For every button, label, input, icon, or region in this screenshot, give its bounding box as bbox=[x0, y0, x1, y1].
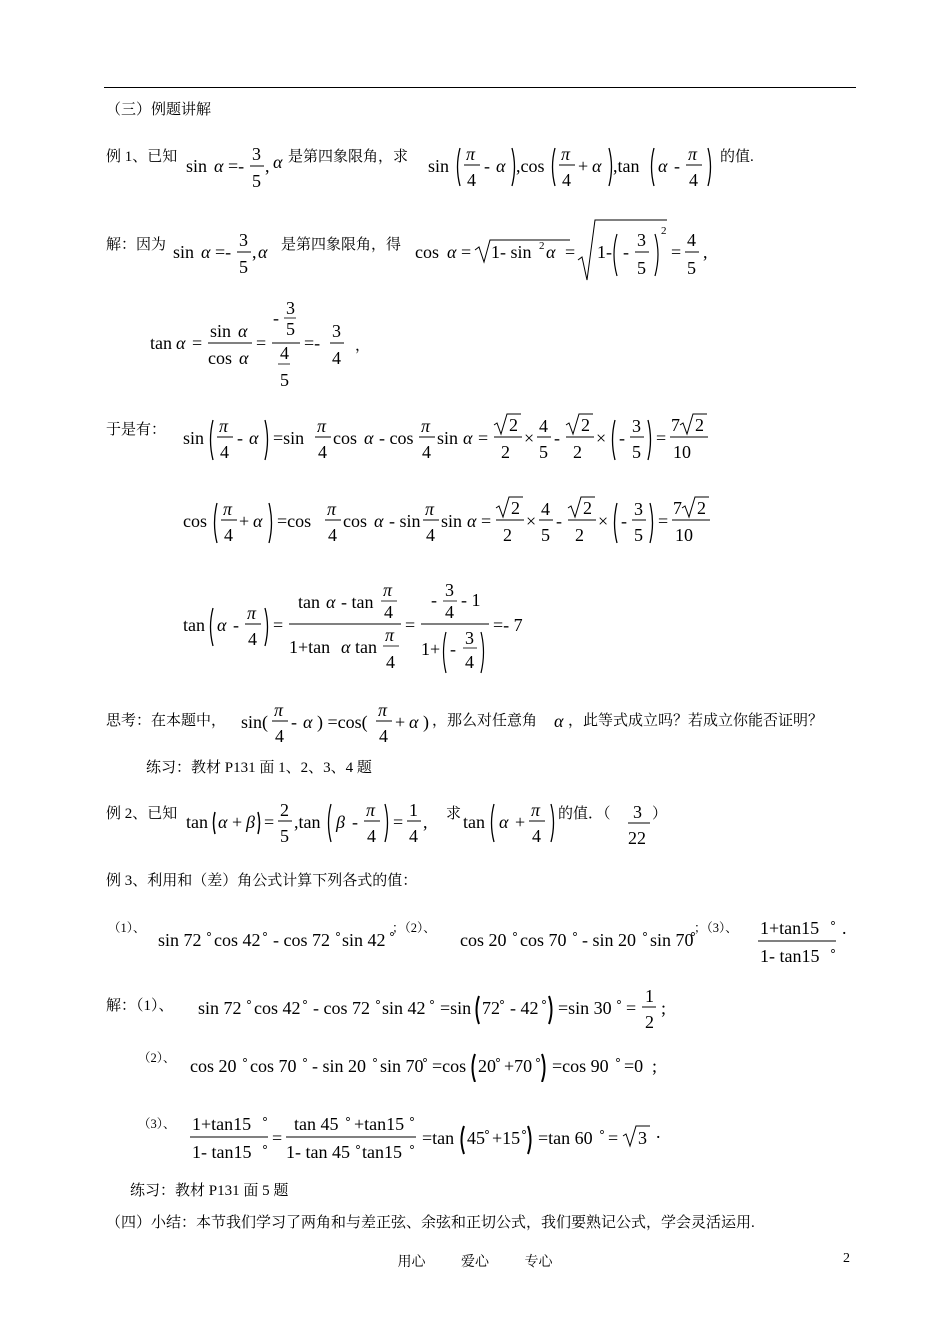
svg-text:4: 4 bbox=[280, 343, 289, 363]
svg-text:+: + bbox=[395, 712, 406, 732]
svg-text:;: ; bbox=[661, 998, 667, 1018]
svg-text:4: 4 bbox=[562, 170, 571, 190]
svg-text:=: = bbox=[608, 1128, 619, 1148]
ex3-part3-label: ；（3）、 bbox=[694, 921, 738, 935]
sin-expansion bbox=[183, 408, 713, 471]
svg-text:2: 2 bbox=[645, 1012, 654, 1032]
svg-text:α: α bbox=[658, 156, 668, 176]
svg-text:2: 2 bbox=[695, 415, 704, 435]
sol1-mid-text: 是第四象限角，得 bbox=[281, 237, 402, 253]
footer bbox=[0, 1251, 950, 1271]
svg-text:4: 4 bbox=[248, 629, 257, 649]
svg-text:=-: =- bbox=[228, 156, 245, 176]
think-alpha: α bbox=[554, 711, 564, 731]
svg-text:sin 72: sin 72 bbox=[158, 930, 202, 950]
svg-text:3: 3 bbox=[637, 230, 646, 250]
svg-text:,: , bbox=[423, 812, 428, 832]
svg-text:-: - bbox=[233, 615, 239, 635]
sol1-tan-formula bbox=[150, 298, 370, 397]
svg-text:α: α bbox=[258, 242, 268, 262]
svg-text:10: 10 bbox=[675, 525, 693, 545]
svg-text:- sin: - sin bbox=[389, 511, 421, 531]
svg-text:,tan: ,tan bbox=[294, 812, 321, 832]
svg-text:2: 2 bbox=[575, 525, 584, 545]
think-end: ，此等式成立吗？若成立你能否证明？ bbox=[568, 713, 824, 729]
svg-text:=: = bbox=[461, 242, 472, 262]
svg-text:4: 4 bbox=[379, 726, 388, 746]
svg-text:×: × bbox=[598, 511, 609, 531]
svg-text:=: = bbox=[481, 511, 492, 531]
svg-text:5: 5 bbox=[239, 257, 248, 277]
svg-text:=: = bbox=[565, 242, 576, 262]
svg-text:cos: cos bbox=[208, 348, 232, 368]
think-prefix: 思考：在本题中， bbox=[106, 713, 227, 729]
sol3-part2-label: （2）、 bbox=[138, 1051, 176, 1065]
svg-text:.: . bbox=[656, 1122, 661, 1142]
svg-text:=sin: =sin bbox=[273, 428, 305, 448]
think-suffix: ，那么对任意角 bbox=[432, 713, 538, 729]
sol1-comma: ， bbox=[355, 338, 371, 354]
svg-text:5: 5 bbox=[280, 370, 289, 390]
svg-text:α: α bbox=[176, 333, 186, 353]
svg-text:=: = bbox=[273, 615, 284, 635]
svg-text:=: = bbox=[671, 242, 682, 262]
svg-text:4: 4 bbox=[220, 442, 229, 462]
svg-text:3: 3 bbox=[239, 230, 248, 250]
svg-text:=: = bbox=[393, 812, 404, 832]
svg-text:tan15: tan15 bbox=[362, 1142, 402, 1162]
svg-text:- sin 20: - sin 20 bbox=[582, 930, 636, 950]
svg-text:=: = bbox=[405, 615, 416, 635]
svg-text:- 1: - 1 bbox=[461, 590, 481, 610]
tan-expansion bbox=[183, 580, 543, 681]
footer-a: 用心 bbox=[397, 1255, 426, 1270]
ex2-target bbox=[463, 794, 559, 851]
svg-text:4: 4 bbox=[422, 442, 431, 462]
svg-text:4: 4 bbox=[328, 525, 337, 545]
example3-label: 例 3、利用和（差）角公式计算下列各式的值： bbox=[106, 873, 418, 889]
svg-text:3: 3 bbox=[633, 802, 642, 822]
svg-text:π: π bbox=[366, 800, 376, 820]
summary: （四）小结：本节我们学习了两角和与差正弦、余弦和正切公式，我们要熟记公式，学会灵活运用. bbox=[106, 1215, 755, 1231]
svg-text:2: 2 bbox=[511, 498, 520, 518]
svg-text:α: α bbox=[341, 637, 351, 657]
svg-text:sin: sin bbox=[173, 242, 195, 262]
svg-text:π: π bbox=[561, 144, 571, 164]
svg-text:2: 2 bbox=[509, 415, 518, 435]
svg-text:1- tan15: 1- tan15 bbox=[760, 946, 820, 966]
svg-text:+: + bbox=[515, 812, 526, 832]
svg-text:3: 3 bbox=[332, 321, 341, 341]
svg-text:): ) bbox=[423, 712, 429, 732]
svg-text:=: = bbox=[658, 511, 669, 531]
svg-text:22: 22 bbox=[628, 828, 646, 847]
sol3-line1 bbox=[198, 986, 678, 1037]
svg-text:α: α bbox=[447, 242, 457, 262]
svg-text:cos 20: cos 20 bbox=[460, 930, 507, 950]
svg-text:π: π bbox=[383, 580, 393, 600]
ex1-tail: 的值. bbox=[720, 149, 754, 165]
svg-text:4: 4 bbox=[467, 170, 476, 190]
svg-text:4: 4 bbox=[426, 525, 435, 545]
svg-text:5: 5 bbox=[280, 826, 289, 846]
svg-text:α: α bbox=[496, 156, 506, 176]
svg-text:,: , bbox=[252, 242, 257, 262]
svg-text:20: 20 bbox=[478, 1056, 496, 1076]
svg-text:-: - bbox=[450, 639, 456, 659]
svg-text:4: 4 bbox=[224, 525, 233, 545]
svg-text:4: 4 bbox=[465, 652, 474, 672]
svg-text:sin 70: sin 70 bbox=[380, 1056, 424, 1076]
sol3-line2 bbox=[190, 1050, 670, 1085]
svg-text:=: = bbox=[478, 428, 489, 448]
svg-text:sin: sin bbox=[441, 511, 463, 531]
svg-text:π: π bbox=[327, 499, 337, 519]
svg-text:sin 72: sin 72 bbox=[198, 998, 242, 1018]
svg-text:-: - bbox=[352, 812, 358, 832]
svg-text:+: + bbox=[239, 511, 250, 531]
svg-text:,: , bbox=[265, 156, 270, 176]
svg-text:cos 20: cos 20 bbox=[190, 1056, 237, 1076]
svg-text:-: - bbox=[619, 428, 625, 448]
svg-text:π: π bbox=[688, 144, 698, 164]
ex2-ask: 求 bbox=[446, 806, 462, 822]
header-rule bbox=[104, 87, 856, 88]
svg-text:=: = bbox=[272, 1128, 283, 1148]
svg-text:2: 2 bbox=[583, 498, 592, 518]
svg-text:-: - bbox=[484, 156, 490, 176]
example2-label: 例 2、已知 bbox=[106, 806, 178, 822]
svg-text:- cos 72: - cos 72 bbox=[273, 930, 330, 950]
page-number: 2 bbox=[843, 1251, 850, 1266]
svg-text:π: π bbox=[219, 416, 229, 436]
svg-text:4: 4 bbox=[409, 826, 418, 846]
svg-text:- tan: - tan bbox=[341, 592, 374, 612]
svg-text:cos 42: cos 42 bbox=[254, 998, 301, 1018]
solution3-label: 解：（1）、 bbox=[106, 998, 174, 1014]
alpha-symbol: α bbox=[273, 152, 283, 172]
svg-text:π: π bbox=[531, 800, 541, 820]
svg-text:7: 7 bbox=[671, 415, 680, 435]
svg-text:3: 3 bbox=[632, 416, 641, 436]
svg-text:α: α bbox=[592, 156, 602, 176]
svg-text:α: α bbox=[249, 428, 259, 448]
ex1-target-formulas bbox=[428, 140, 718, 195]
svg-text:π: π bbox=[317, 416, 327, 436]
ex3-part2-label: ；（2）、 bbox=[392, 921, 436, 935]
svg-text:+15: +15 bbox=[492, 1128, 521, 1148]
svg-text:α: α bbox=[201, 242, 211, 262]
svg-text:sin: sin bbox=[186, 156, 208, 176]
svg-text:π: π bbox=[425, 499, 435, 519]
svg-text:tan: tan bbox=[298, 592, 320, 612]
svg-text:×: × bbox=[596, 428, 607, 448]
svg-text:sin 42: sin 42 bbox=[382, 998, 426, 1018]
svg-text:4: 4 bbox=[539, 416, 548, 436]
svg-text:10: 10 bbox=[673, 442, 691, 462]
svg-text:4: 4 bbox=[386, 652, 395, 672]
svg-text:=tan: =tan bbox=[422, 1128, 455, 1148]
svg-text:cos: cos bbox=[333, 428, 357, 448]
thus-label: 于是有： bbox=[106, 422, 167, 438]
svg-text:cos: cos bbox=[343, 511, 367, 531]
svg-text:5: 5 bbox=[687, 258, 696, 278]
svg-text:5: 5 bbox=[632, 442, 641, 462]
svg-text:π: π bbox=[421, 416, 431, 436]
svg-text:tan: tan bbox=[463, 812, 485, 832]
svg-text:-: - bbox=[556, 511, 562, 531]
svg-text:=: = bbox=[656, 428, 667, 448]
solution1-label: 解：因为 bbox=[106, 237, 167, 253]
sol1-given bbox=[173, 229, 283, 280]
ex3-part1-label: （1）、 bbox=[108, 921, 146, 935]
svg-text:×: × bbox=[526, 511, 537, 531]
svg-text:π: π bbox=[274, 700, 284, 720]
footer-c: 专心 bbox=[524, 1255, 553, 1270]
svg-text:sin: sin bbox=[437, 428, 459, 448]
svg-text:1-: 1- bbox=[597, 242, 612, 262]
svg-text:tan 45: tan 45 bbox=[294, 1114, 339, 1134]
svg-text:,cos: ,cos bbox=[516, 156, 545, 176]
svg-text:- cos 72: - cos 72 bbox=[313, 998, 370, 1018]
svg-text:7: 7 bbox=[673, 498, 682, 518]
svg-text:2: 2 bbox=[503, 525, 512, 545]
svg-text:α: α bbox=[214, 156, 224, 176]
svg-text:=sin 30: =sin 30 bbox=[558, 998, 612, 1018]
svg-text:π: π bbox=[223, 499, 233, 519]
svg-text:sin 42: sin 42 bbox=[342, 930, 386, 950]
svg-text:π: π bbox=[466, 144, 476, 164]
svg-text:α: α bbox=[499, 812, 509, 832]
svg-text:α: α bbox=[364, 428, 374, 448]
svg-text:α: α bbox=[218, 812, 228, 832]
svg-text:- sin 20: - sin 20 bbox=[312, 1056, 366, 1076]
svg-text:tan: tan bbox=[150, 333, 172, 353]
svg-text:;: ; bbox=[652, 1056, 658, 1076]
svg-text:45: 45 bbox=[467, 1128, 485, 1148]
svg-text:tan: tan bbox=[183, 615, 205, 635]
svg-text:-: - bbox=[554, 428, 560, 448]
svg-text:+70: +70 bbox=[504, 1056, 533, 1076]
svg-text:α: α bbox=[217, 615, 227, 635]
svg-text:=: = bbox=[626, 998, 637, 1018]
svg-text:π: π bbox=[247, 603, 257, 623]
svg-text:=- 7: =- 7 bbox=[493, 615, 523, 635]
ex3-expr2 bbox=[460, 926, 700, 957]
svg-text:α: α bbox=[467, 511, 477, 531]
svg-text:cos 42: cos 42 bbox=[214, 930, 261, 950]
practice-1: 练习：教材 P131 面 1、2、3、4 题 bbox=[146, 760, 372, 776]
ex3-expr3 bbox=[758, 912, 854, 973]
svg-text:1- sin: 1- sin bbox=[491, 242, 532, 262]
practice-2: 练习：教材 P131 面 5 题 bbox=[130, 1183, 289, 1199]
svg-text:.: . bbox=[842, 918, 847, 938]
svg-text:4: 4 bbox=[532, 826, 541, 846]
svg-text:β: β bbox=[246, 812, 255, 832]
svg-text:,tan: ,tan bbox=[613, 156, 640, 176]
svg-text:=: = bbox=[256, 333, 267, 353]
example1-label: 例 1、已知 bbox=[106, 149, 178, 165]
svg-text:α: α bbox=[239, 348, 249, 368]
svg-text:sin: sin bbox=[428, 156, 450, 176]
svg-text:-: - bbox=[291, 712, 297, 732]
svg-text:4: 4 bbox=[689, 170, 698, 190]
svg-text:5: 5 bbox=[637, 258, 646, 278]
svg-text:1: 1 bbox=[645, 986, 654, 1006]
ex2-answer bbox=[626, 797, 652, 850]
svg-text:3: 3 bbox=[465, 628, 474, 648]
svg-text:sin: sin bbox=[210, 321, 232, 341]
svg-text:cos 70: cos 70 bbox=[250, 1056, 297, 1076]
svg-text:1+tan15: 1+tan15 bbox=[760, 918, 820, 938]
svg-text:2: 2 bbox=[581, 415, 590, 435]
svg-text:2: 2 bbox=[539, 240, 545, 252]
svg-text:3: 3 bbox=[445, 580, 454, 600]
ex2-close: ） bbox=[652, 806, 668, 822]
svg-text:=cos 90: =cos 90 bbox=[552, 1056, 609, 1076]
svg-text:4: 4 bbox=[541, 499, 550, 519]
svg-text:,: , bbox=[703, 242, 708, 262]
svg-text:1: 1 bbox=[409, 800, 418, 820]
ex2-given bbox=[186, 794, 446, 851]
svg-text:3: 3 bbox=[286, 298, 295, 318]
svg-text:4: 4 bbox=[318, 442, 327, 462]
footer-b: 爱心 bbox=[461, 1255, 489, 1270]
svg-text:+tan15: +tan15 bbox=[354, 1114, 405, 1134]
svg-text:×: × bbox=[524, 428, 535, 448]
svg-text:π: π bbox=[385, 625, 395, 645]
svg-text:α: α bbox=[303, 712, 313, 732]
sol3-line3 bbox=[190, 1108, 670, 1169]
svg-text:-: - bbox=[621, 511, 627, 531]
svg-text:π: π bbox=[378, 700, 388, 720]
svg-text:3: 3 bbox=[252, 144, 261, 164]
svg-text:=0: =0 bbox=[624, 1056, 644, 1076]
svg-text:+: + bbox=[232, 812, 243, 832]
svg-text:+: + bbox=[578, 156, 589, 176]
svg-text:5: 5 bbox=[286, 319, 295, 339]
svg-text:2: 2 bbox=[697, 498, 706, 518]
svg-text:cos: cos bbox=[183, 511, 207, 531]
svg-text:-: - bbox=[273, 308, 279, 328]
svg-text:α: α bbox=[253, 511, 263, 531]
svg-text:cos 70: cos 70 bbox=[520, 930, 567, 950]
svg-text:1+tan: 1+tan bbox=[289, 637, 331, 657]
cos-expansion bbox=[183, 491, 713, 554]
ex1-given-text: 是第四象限角，求 bbox=[288, 149, 409, 165]
svg-text:3: 3 bbox=[638, 1128, 647, 1148]
svg-text:2: 2 bbox=[573, 442, 582, 462]
svg-text:α: α bbox=[326, 592, 336, 612]
svg-text:2: 2 bbox=[280, 800, 289, 820]
svg-text:sin: sin bbox=[183, 428, 205, 448]
svg-text:=: = bbox=[192, 333, 203, 353]
sol1-cos-formula bbox=[415, 216, 715, 285]
svg-text:5: 5 bbox=[541, 525, 550, 545]
svg-text:sin(: sin( bbox=[241, 712, 268, 732]
svg-text:72: 72 bbox=[482, 998, 500, 1018]
svg-text:4: 4 bbox=[384, 602, 393, 622]
svg-text:=sin: =sin bbox=[440, 998, 472, 1018]
svg-text:- 42: - 42 bbox=[510, 998, 539, 1018]
svg-text:1+tan15: 1+tan15 bbox=[192, 1114, 252, 1134]
svg-text:=-: =- bbox=[215, 242, 232, 262]
sol3-part3-label: （3）、 bbox=[138, 1117, 176, 1131]
svg-text:1- tan15: 1- tan15 bbox=[192, 1142, 252, 1162]
svg-text:3: 3 bbox=[634, 499, 643, 519]
section-heading: （三）例题讲解 bbox=[106, 102, 212, 118]
svg-text:4: 4 bbox=[367, 826, 376, 846]
svg-text:-: - bbox=[237, 428, 243, 448]
svg-text:α: α bbox=[546, 242, 556, 262]
svg-text:5: 5 bbox=[539, 442, 548, 462]
svg-text:) =cos(: ) =cos( bbox=[317, 712, 368, 732]
svg-text:α: α bbox=[238, 321, 248, 341]
svg-text:4: 4 bbox=[275, 726, 284, 746]
svg-text:tan: tan bbox=[355, 637, 377, 657]
svg-text:4: 4 bbox=[687, 230, 696, 250]
svg-text:4: 4 bbox=[445, 602, 454, 622]
svg-text:-: - bbox=[674, 156, 680, 176]
svg-text:cos: cos bbox=[415, 242, 439, 262]
svg-text:sin 70: sin 70 bbox=[650, 930, 694, 950]
svg-text:=cos: =cos bbox=[277, 511, 312, 531]
svg-text:4: 4 bbox=[332, 348, 341, 368]
svg-text:α: α bbox=[374, 511, 384, 531]
ex2-tail: 的值．（ bbox=[558, 806, 611, 822]
svg-text:-: - bbox=[623, 242, 629, 262]
svg-text:5: 5 bbox=[252, 171, 261, 189]
svg-text:1- tan 45: 1- tan 45 bbox=[286, 1142, 350, 1162]
svg-text:=tan 60: =tan 60 bbox=[538, 1128, 593, 1148]
svg-text:5: 5 bbox=[634, 525, 643, 545]
svg-text:α: α bbox=[463, 428, 473, 448]
ex1-given-formula bbox=[186, 143, 276, 192]
svg-text:=-: =- bbox=[304, 333, 321, 353]
svg-text:α: α bbox=[409, 712, 419, 732]
ex3-expr1 bbox=[158, 926, 398, 957]
svg-text:2: 2 bbox=[661, 225, 667, 237]
svg-text:β: β bbox=[336, 812, 345, 832]
svg-text:tan: tan bbox=[186, 812, 208, 832]
svg-text:-: - bbox=[431, 590, 437, 610]
think-identity bbox=[241, 700, 433, 753]
svg-text:1+: 1+ bbox=[421, 639, 441, 659]
svg-text:2: 2 bbox=[501, 442, 510, 462]
svg-text:=: = bbox=[264, 812, 275, 832]
svg-text:- cos: - cos bbox=[379, 428, 414, 448]
svg-text:=cos: =cos bbox=[432, 1056, 467, 1076]
